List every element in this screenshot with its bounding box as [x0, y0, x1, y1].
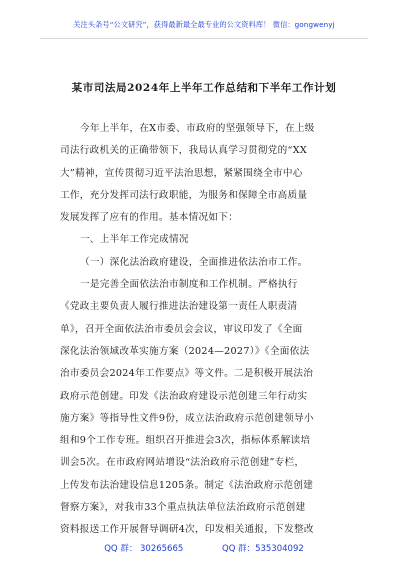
- paragraph-line: 组和9个工作专班。组织召开推进会3次，指标体系解读培: [60, 435, 311, 447]
- footer-qq-group-2: QQ 群：535304092: [222, 544, 304, 554]
- paragraph-line: 上传发布法治建设信息1205条。制定《法治政府示范创建: [60, 479, 314, 491]
- header-divider: [40, 38, 368, 39]
- paragraph-line: 督察方案》，对我市33个重点执法单位法治政府示范创建: [60, 502, 306, 514]
- paragraph-line: 司法行政机关的正确带领下，我局认真学习贯彻党的“XX: [60, 145, 308, 157]
- paragraph-line: 施方案》等指导性文件9份，成立法治政府示范创建领导小: [60, 412, 314, 424]
- section-heading: 一、上半年工作完成情况: [80, 234, 189, 246]
- paragraph-line: 治市委员会2024年工作要点》等文件。二是积极开展法治: [60, 368, 314, 380]
- document-body: [60, 118, 360, 542]
- footer-qq-group-1: QQ 群： 30265665: [104, 544, 184, 554]
- paragraph-line: 一是完善全面依法治市制度和工作机制。严格执行: [80, 279, 298, 291]
- paragraph-line: 《党政主要负责人履行推进法治建设第一责任人职责清: [60, 301, 298, 313]
- document-title: 某市司法局2024年上半年工作总结和下半年工作计划: [71, 82, 337, 94]
- paragraph-line: 训会5次。在市政府网站增设“法治政府示范创建”专栏，: [60, 457, 305, 469]
- header-banner: 关注头条号“公文研究”，获得最新最全最专业的公文资料库！ 微信：gongwenyj: [73, 20, 335, 29]
- footer-contact: [0, 542, 408, 554]
- paragraph-line: 单》，召开全面依法治市委员会会议，审议印发了《全面: [60, 323, 303, 335]
- paragraph-line: 发展发挥了应有的作用。基本情况如下：: [60, 212, 239, 224]
- paragraph-line: 工作，充分发挥司法行政职能，为服务和保障全市高质量: [60, 189, 308, 201]
- paragraph-line: 大”精神，宣传贯彻习近平法治思想，紧紧围绕全市中心: [60, 167, 303, 179]
- paragraph-line: 今年上半年，在X市委、市政府的坚强领导下，在上级: [80, 123, 315, 134]
- paragraph-line: 政府示范创建。印发《法治政府建设示范创建三年行动实: [60, 390, 308, 402]
- paragraph-line: 资料报送工作开展督导调研4次，印发相关通报，下发整改: [60, 524, 314, 536]
- subsection-heading: （一）深化法治政府建设，全面推进依法治市工作。: [80, 256, 308, 268]
- paragraph-line: 深化法治领域改革实施方案（2024—2027）》《全面依法: [60, 345, 310, 357]
